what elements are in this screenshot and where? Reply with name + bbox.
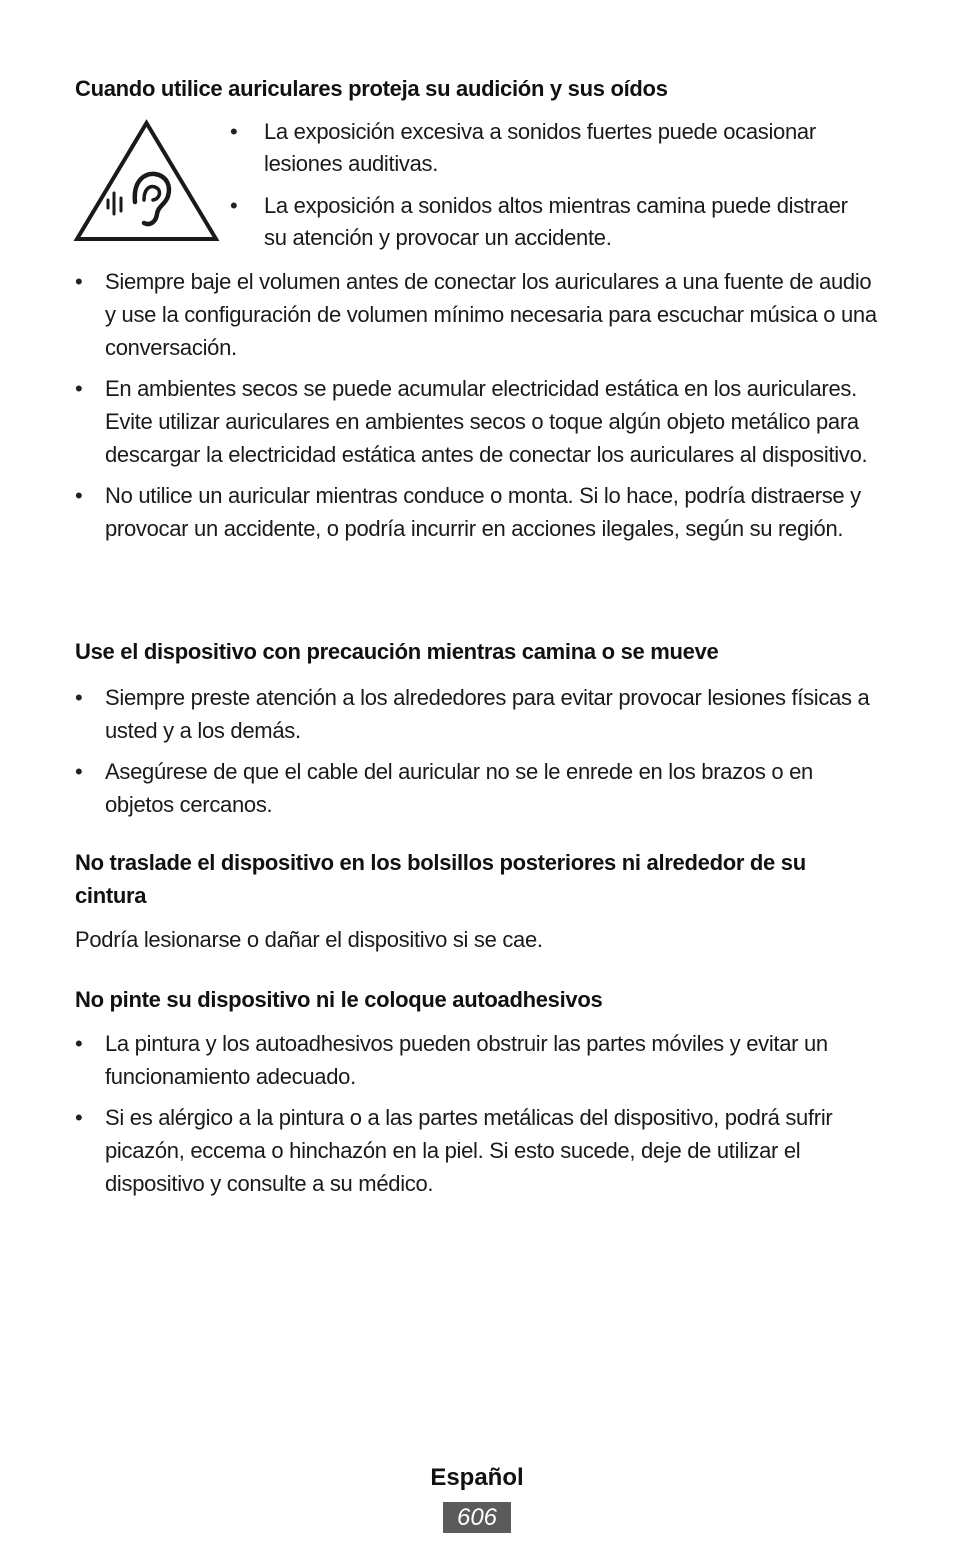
section-heading: Use el dispositivo con precaución mientras camina o se mueve xyxy=(75,639,719,664)
page-number: 606 xyxy=(443,1502,511,1533)
list-item-text: Si es alérgico a la pintura o a las partes metálicas del dispositivo, podrá sufrir picazón, eccema o hinchazón en la piel. Si esto sucede, deje de utilizar el dispositivo y consulte a su médico. xyxy=(105,1105,833,1196)
list-item xyxy=(75,755,880,821)
section-heading: No traslade el dispositivo en los bolsillos posteriores ni alrededor de su cintura xyxy=(75,850,806,908)
list-item-text: En ambientes secos se puede acumular electricidad estática en los auriculares. Evite utilizar auriculares en ambientes secos o toque algún objeto metálico para descargar la electricidad estática antes de conectar los auriculares al dispositivo. xyxy=(105,376,868,467)
bullet: • xyxy=(75,483,83,508)
list-item xyxy=(75,1101,880,1200)
list-item xyxy=(75,681,880,747)
bullet-list xyxy=(75,1027,880,1208)
list-item-text: Siempre preste atención a los alrededores para evitar provocar lesiones físicas a usted y a los demás. xyxy=(105,685,870,743)
section-heading: Cuando utilice auriculares proteja su audición y sus oídos xyxy=(75,76,668,101)
bullet: • xyxy=(75,1031,83,1056)
section-body: Podría lesionarse o dañar el dispositivo si se cae. xyxy=(75,927,543,952)
footer-language: Español xyxy=(430,1464,524,1491)
bullet: • xyxy=(75,1105,83,1130)
bullet: • xyxy=(75,376,83,401)
bullet-list xyxy=(75,265,880,553)
list-item-text: No utilice un auricular mientras conduce o monta. Si lo hace, podría distraerse y provocar un accidente, o podría incurrir en acciones ilegales, según su región. xyxy=(105,483,861,541)
list-item-text: Siempre baje el volumen antes de conectar los auriculares a una fuente de audio y use la configuración de volumen mínimo necesaria para escuchar música o una conversación. xyxy=(105,269,877,360)
list-item-text: La pintura y los autoadhesivos pueden obstruir las partes móviles y evitar un funcionamiento adecuado. xyxy=(105,1031,828,1089)
bullet: • xyxy=(230,119,238,144)
list-item xyxy=(75,479,880,545)
ear-warning-icon xyxy=(73,118,220,244)
list-item xyxy=(75,1027,880,1093)
list-item-text: La exposición a sonidos altos mientras camina puede distraer su atención y provocar un accidente. xyxy=(264,193,848,250)
bullet: • xyxy=(75,685,83,710)
bullet-list xyxy=(75,681,880,829)
bullet: • xyxy=(75,759,83,784)
list-item xyxy=(230,116,870,180)
bullet: • xyxy=(75,269,83,294)
icon-bullet-list xyxy=(230,116,870,264)
bullet: • xyxy=(230,193,238,218)
list-item xyxy=(75,265,880,364)
list-item-text: Asegúrese de que el cable del auricular no se le enrede en los brazos o en objetos cercanos. xyxy=(105,759,813,817)
list-item xyxy=(230,190,870,254)
list-item-text: La exposición excesiva a sonidos fuertes puede ocasionar lesiones auditivas. xyxy=(264,119,816,176)
list-item xyxy=(75,372,880,471)
section-heading: No pinte su dispositivo ni le coloque autoadhesivos xyxy=(75,987,603,1012)
